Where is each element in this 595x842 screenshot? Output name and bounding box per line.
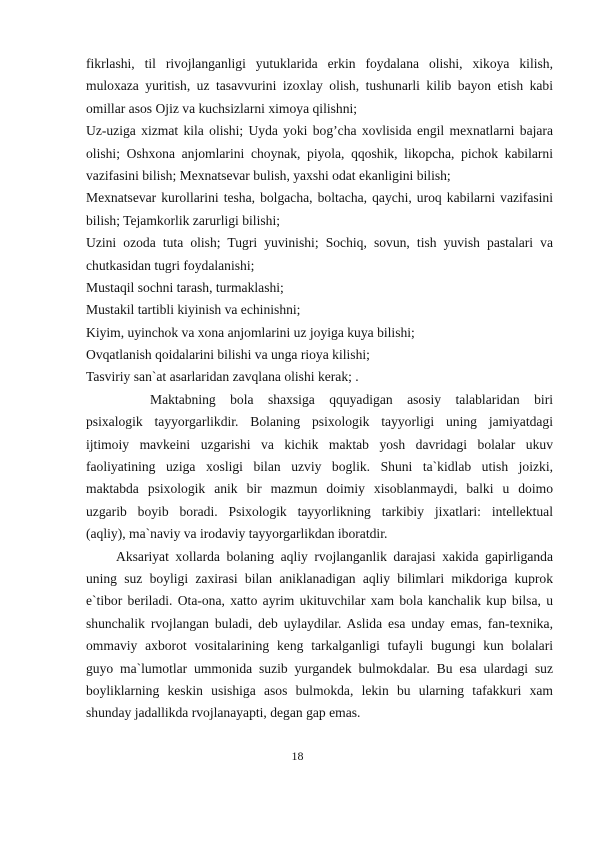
text-line: Ovqatlanish qoidalarini bilishi va unga rioya kilishi; xyxy=(86,347,370,363)
text-line: uning suz boyligi zaxirasi bilan aniklanadigan aqliy bilimlari mikdoriga kuprok xyxy=(86,570,553,586)
page-number: 18 xyxy=(291,749,304,763)
text-line: muloxaza yuritish, uz tasavvurini izoxlay olish, tushunarli kilib bayon etish kabi xyxy=(86,78,553,94)
text-line: e`tibor beriladi. Ota-ona, xatto ayrim ukituvchilar xam bola kanchalik kup bilsa, u xyxy=(86,593,553,609)
text-line: uzgarib boyib boradi. Psixologik tayyorlikning tarkibiy jixatlari: intellektual xyxy=(86,503,553,519)
text-line: Uz-uziga xizmat kila olishi; Uyda yoki bog’cha xovlisida engil mexnatlarni bajara xyxy=(86,123,553,139)
text-line: omillar asos Ojiz va kuchsizlarni ximoya qilishni; xyxy=(86,100,358,116)
text-line: ijtimoiy mavkeini uzgarishi va kichik maktab yosh davridagi bolalar ukuv xyxy=(86,436,553,452)
text-line: (aqliy), ma`naviy va irodaviy tayyorgarlikdan iboratdir. xyxy=(86,526,388,542)
text-line: Tasviriy san`at asarlaridan zavqlana olishi kerak; . xyxy=(86,369,359,385)
text-line: faoliyatining uziga xosligi bilan uzviy boglik. Shuni ta`kidlab utish joizki, xyxy=(86,459,553,475)
text-line: maktabda psixologik anik bir mazmun doimiy xisoblanmaydi, balki u doimo xyxy=(86,481,553,497)
text-line: psixalogik tayyorgarlikdir. Bolaning psixologik tayyorligi uning jamiyatdagi xyxy=(86,414,553,430)
text-line: Mexnatsevar kurollarini tesha, bolgacha, boltacha, qaychi, uroq kabilarni vazifasini xyxy=(86,190,553,206)
text-line: chutkasidan tugri foydalanishi; xyxy=(86,257,255,273)
text-line: Mustaqil sochni tarash, turmaklashi; xyxy=(86,279,284,295)
text-line: vazifasini bilish; Mexnatsevar bulish, yaxshi odat ekanligini bilish; xyxy=(86,167,451,183)
text-line: bilish; Tejamkorlik zarurligi bilishi; xyxy=(86,212,280,228)
text-line: fikrlashi, til rivojlanganligi yutuklarida erkin foydalana olishi, xikoya kilish, xyxy=(86,56,553,71)
text-line: ommaviy axborot vositalarining keng tarkalganligi tufayli bugungi kun bolalari xyxy=(86,638,553,654)
text-line: Kiyim, uyinchok va xona anjomlarini uz joyiga kuya bilishi; xyxy=(86,324,415,340)
text-line: boyliklarning keskin usishiga asos bulmokda, lekin bu ularning tafakkuri xam xyxy=(86,682,553,698)
text-line: Uzini ozoda tuta olish; Tugri yuvinishi; Sochiq, sovun, tish yuvish pastalari va xyxy=(86,235,553,251)
text-line: shunchalik rvojlangan buladi, deb uylaydilar. Aslida esa unday emas, fan-texnika, xyxy=(86,615,553,631)
paragraph-first-line: Aksariyat xollarda bolaning aqliy rvojlanganlik darajasi xakida gapirliganda xyxy=(116,548,553,564)
text-line: olishi; Oshxona anjomlarini choynak, piyola, qqoshik, likopcha, pichok kabilarni xyxy=(86,145,553,161)
paragraph-first-line: Maktabning bola shaxsiga qquyadigan asosiy talablaridan biri xyxy=(150,391,553,407)
body-text xyxy=(86,53,553,725)
text-line: shunday jadallikda rvojlanayapti, degan gap emas. xyxy=(86,705,361,721)
text-line: Mustakil tartibli kiyinish va echinishni; xyxy=(86,302,301,318)
text-line: guyo ma`lumotlar ummonida suzib yurgandek bulmokdalar. Bu esa ulardagi suz xyxy=(86,660,553,676)
